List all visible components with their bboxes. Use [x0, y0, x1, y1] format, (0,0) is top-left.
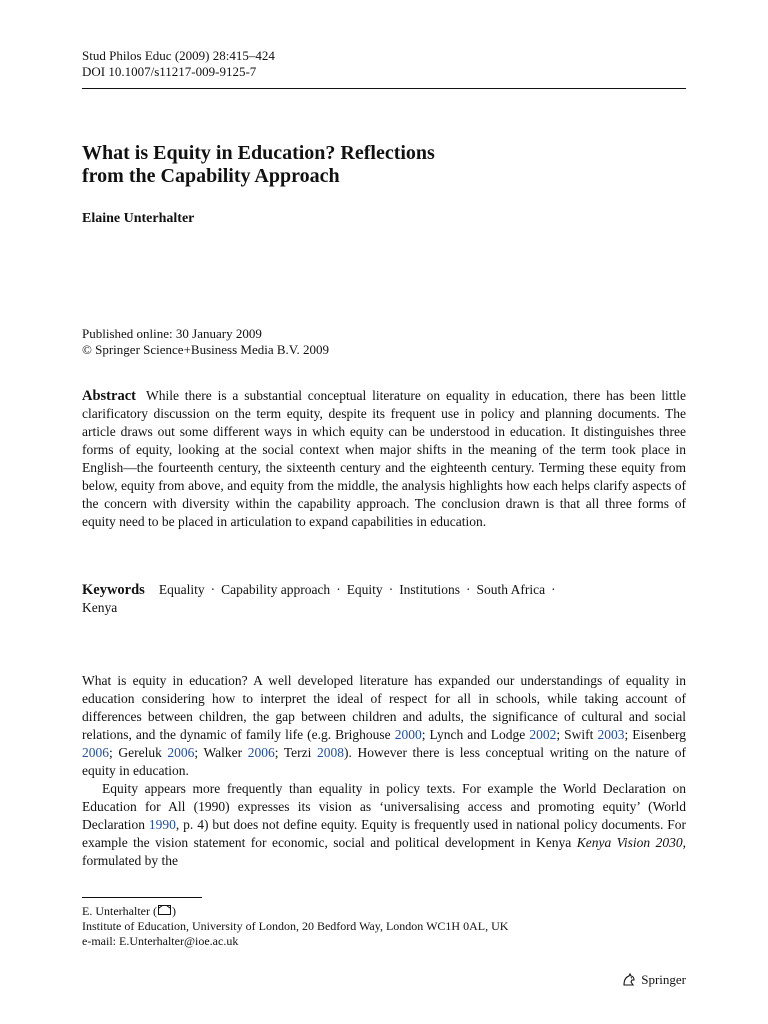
paragraph-text: ; Swift [556, 727, 598, 742]
footnote-author [82, 904, 508, 919]
paragraph-text: , p. 4) but does not define equity. Equity is frequently used in national policy documents. For example the vision statement for economic, social and political development in Kenya [82, 817, 687, 850]
footnote-affiliation: Institute of Education, University of London, 20 Bedford Way, London WC1H 0AL, UK [82, 919, 509, 933]
header-rule [82, 88, 686, 89]
envelope-icon [158, 905, 171, 915]
keywords [82, 581, 686, 617]
journal-header [82, 48, 275, 80]
copyright-line: © Springer Science+Business Media B.V. 2009 [82, 342, 329, 357]
publisher-logo [621, 972, 686, 988]
springer-horse-icon [621, 972, 637, 988]
keywords-label: Keywords [82, 582, 145, 598]
body-paragraph [82, 780, 686, 870]
citation-link[interactable]: 1990 [148, 817, 176, 832]
published-date: Published online: 30 January 2009 [82, 326, 262, 341]
title-line-1: What is Equity in Education? Reflections [82, 142, 435, 164]
paper-page [82, 0, 686, 1024]
paragraph-text: ; Terzi [274, 745, 317, 760]
abstract-label: Abstract [82, 388, 136, 404]
citation-link[interactable]: 2008 [317, 745, 344, 760]
footnote-rule [82, 897, 202, 898]
footnote-author-close: ) [171, 904, 176, 918]
keyword-separator: · [336, 582, 341, 597]
journal-citation: Stud Philos Educ (2009) 28:415–424 [82, 48, 275, 63]
emphasized-title: Kenya Vision 2030 [576, 835, 683, 850]
keyword-item: Equality [158, 582, 205, 597]
citation-link[interactable]: 2002 [529, 727, 557, 742]
paragraph-text: , formulated by the [82, 835, 686, 868]
keyword-separator: · [551, 582, 556, 597]
keyword-item: Equity [346, 582, 383, 597]
body-paragraph [82, 672, 686, 780]
citation-link[interactable]: 2003 [597, 727, 625, 742]
body-text [82, 672, 686, 870]
footnote-author-name: E. Unterhalter ( [82, 904, 157, 918]
paragraph-text: ; Walker [194, 745, 248, 760]
keyword-separator: · [388, 582, 394, 597]
paragraph-text: ; Lynch and Lodge [421, 727, 530, 742]
keyword-separator: · [465, 582, 471, 597]
citation-link[interactable]: 2006 [167, 745, 195, 760]
paragraph-text: ; Gereluk [109, 745, 168, 760]
citation-link[interactable]: 2000 [394, 727, 422, 742]
paragraph-text: What is equity in education? A well developed literature has expanded our understandings of equality in education considering how to interpret the ideal of respect for all in schools, while taking account of differences between children, the gap between children and adults, the significance of cultural and social relations, and the dynamic of family life (e.g. Brighouse [82, 673, 686, 742]
publisher-name: Springer [641, 972, 686, 987]
footnote-email[interactable]: e-mail: E.Unterhalter@ioe.ac.uk [82, 934, 239, 948]
keyword-item: South Africa [476, 582, 546, 597]
citation-link[interactable]: 2006 [82, 745, 109, 760]
abstract-text: While there is a substantial conceptual literature on equality in education, there has been little clarificatory discussion on the term equity, despite its frequent use in policy and planning documents. The article draws out some different ways in which equity can be understood in education. It distinguishes three forms of equity, looking at the social context when major shifts in the meaning of the term took place in English—the fourteenth century, the sixteenth century and the eighteenth century. Terming these equity from below, equity from above, and equity from the middle, the analysis highlights how each helps clarify aspects of the concern with diversity within the capability approach. The conclusion drawn is that all three forms of equity need to be placed in articulation to expand capabilities in education. [82, 388, 686, 529]
paragraph-text: ). However there is less conceptual writing on the nature of equity in education. [82, 745, 686, 778]
article-title [82, 142, 642, 188]
keyword-separator: · [210, 582, 216, 597]
paragraph-text: Equity appears more frequently than equality in policy texts. For example the World Declaration on Education for All (1990) expresses its vision as ‘universalising access and promoting equity’ (World Declaration [82, 781, 686, 832]
keyword-item: Institutions [399, 582, 460, 597]
publication-info [82, 326, 329, 358]
author-footnote [82, 904, 508, 949]
keyword-item: Kenya [82, 600, 118, 615]
abstract [82, 387, 686, 531]
title-line-2: from the Capability Approach [82, 165, 340, 187]
author-name: Elaine Unterhalter [82, 211, 195, 226]
doi[interactable]: DOI 10.1007/s11217-009-9125-7 [82, 64, 257, 79]
paragraph-text: ; Eisenberg [624, 727, 686, 742]
citation-link[interactable]: 2006 [247, 745, 275, 760]
keyword-item: Capability approach [221, 582, 331, 597]
